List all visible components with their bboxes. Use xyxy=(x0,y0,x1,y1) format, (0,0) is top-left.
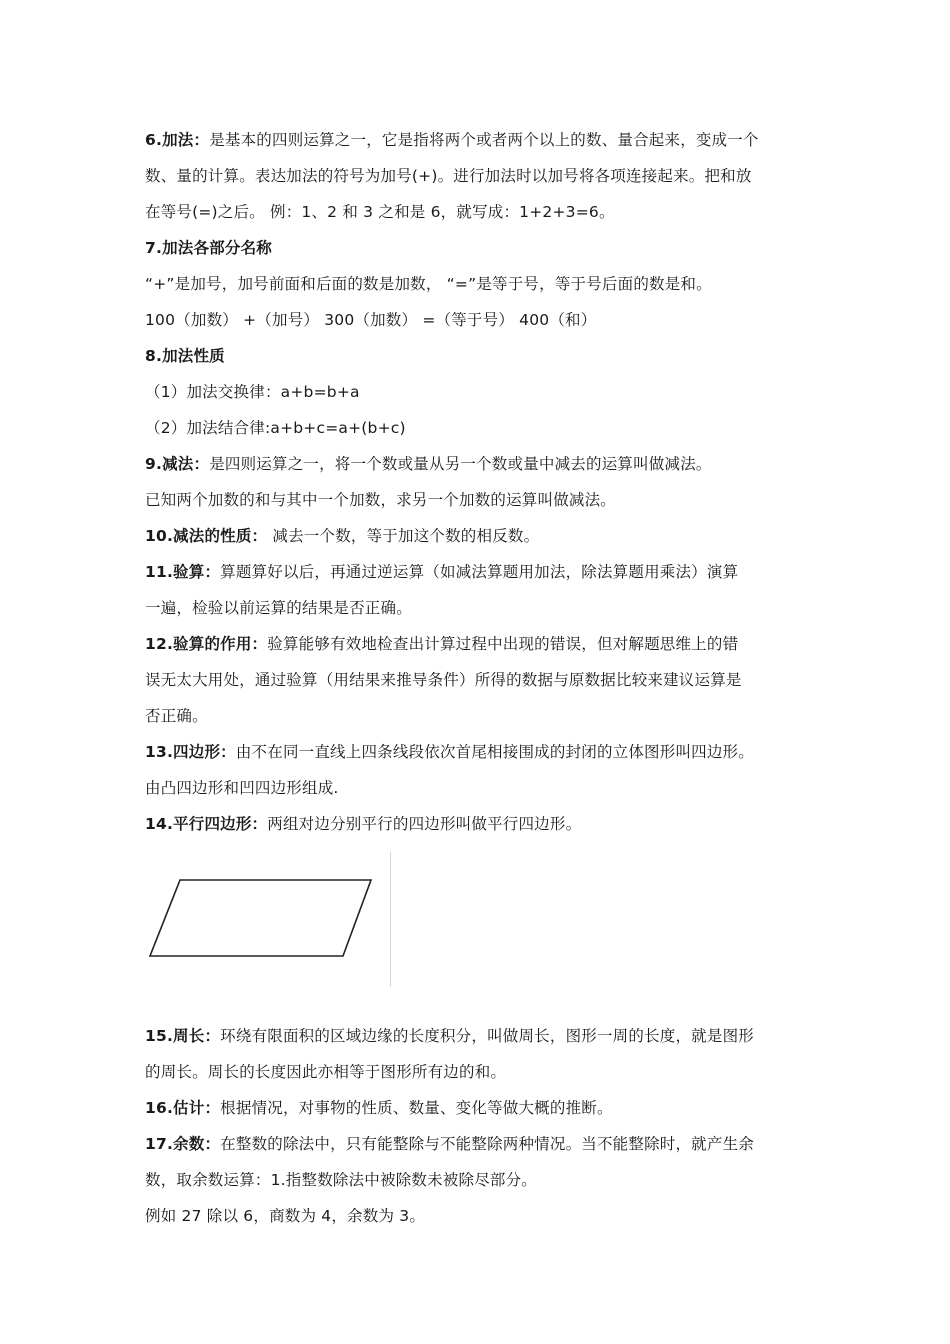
item-9-line-1 xyxy=(145,446,810,482)
item-15-line-1 xyxy=(145,1018,810,1054)
item-11-text-1: 算题算好以后，再通过逆运算（如减法算题用加法，除法算题用乘法）演算 xyxy=(220,563,739,581)
item-16-heading: 16.估计： xyxy=(145,1099,221,1117)
item-15-heading: 15.周长： xyxy=(145,1027,221,1045)
item-13-line-1 xyxy=(145,734,810,770)
item-6-line-1 xyxy=(145,122,810,158)
item-17-line-3: 例如 27 除以 6，商数为 4，余数为 3。 xyxy=(145,1207,426,1225)
item-17-text-1: 在整数的除法中，只有能整除与不能整除两种情况。当不能整除时，就产生余 xyxy=(220,1135,754,1153)
item-8-heading: 8.加法性质 xyxy=(145,347,225,365)
item-7-line-1: “+”是加号，加号前面和后面的数是加数， “=”是等于号，等于号后面的数是和。 xyxy=(145,275,712,293)
item-12-line-1 xyxy=(145,626,810,662)
item-8-line-2: （2）加法结合律:a+b+c=a+(b+c) xyxy=(145,419,406,437)
item-9-heading: 9.减法： xyxy=(145,455,210,473)
item-15-text-1: 环绕有限面积的区域边缘的长度积分，叫做周长，图形一周的长度，就是图形 xyxy=(220,1027,754,1045)
item-10-text-1: 减去一个数，等于加这个数的相反数。 xyxy=(267,527,540,545)
item-13-line-2: 由凸四边形和凹四边形组成. xyxy=(145,779,339,797)
item-8-line-1: （1）加法交换律：a+b=b+a xyxy=(145,383,360,401)
item-12-text-1: 验算能够有效地检查出计算过程中出现的错误，但对解题思维上的错 xyxy=(267,635,739,653)
document-body xyxy=(145,122,810,1234)
item-10-line-1 xyxy=(145,518,810,554)
item-13-text-1: 由不在同一直线上四条线段依次首尾相接围成的封闭的立体图形叫四边形。 xyxy=(235,743,754,761)
item-17-line-1 xyxy=(145,1126,810,1162)
item-12-line-3: 否正确。 xyxy=(145,707,208,725)
item-9-line-2: 已知两个加数的和与其中一个加数，求另一个加数的运算叫做减法。 xyxy=(145,491,617,509)
parallelogram-figure xyxy=(145,848,810,1018)
item-7-line-2: 100（加数） +（加号） 300（加数） =（等于号） 400（和） xyxy=(145,311,597,329)
item-13-heading: 13.四边形： xyxy=(145,743,236,761)
item-11-line-1 xyxy=(145,554,810,590)
parallelogram-svg xyxy=(145,868,385,968)
item-11-line-2: 一遍，检验以前运算的结果是否正确。 xyxy=(145,599,412,617)
item-14-line-1 xyxy=(145,806,810,842)
item-17-line-2: 数，取余数运算：1.指整数除法中被除数未被除尽部分。 xyxy=(145,1171,537,1189)
item-10-heading: 10.减法的性质： xyxy=(145,527,268,545)
item-6-heading: 6.加法： xyxy=(145,131,210,149)
parallelogram-shape xyxy=(150,880,371,956)
item-6-text-1: 是基本的四则运算之一，它是指将两个或者两个以上的数、量合起来，变成一个 xyxy=(209,131,759,149)
divider-line xyxy=(390,852,391,987)
item-16-text-1: 根据情况，对事物的性质、数量、变化等做大概的推断。 xyxy=(220,1099,613,1117)
item-9-text-1: 是四则运算之一，将一个数或量从另一个数或量中减去的运算叫做减法。 xyxy=(209,455,712,473)
item-16-line-1 xyxy=(145,1090,810,1126)
item-11-heading: 11.验算： xyxy=(145,563,221,581)
item-7-heading: 7.加法各部分名称 xyxy=(145,239,272,257)
item-15-line-2: 的周长。周长的长度因此亦相等于图形所有边的和。 xyxy=(145,1063,507,1081)
item-12-heading: 12.验算的作用： xyxy=(145,635,268,653)
item-6-line-2: 数、量的计算。表达加法的符号为加号(+)。进行加法时以加号将各项连接起来。把和放 xyxy=(145,167,752,185)
item-14-text-1: 两组对边分别平行的四边形叫做平行四边形。 xyxy=(267,815,582,833)
item-12-line-2: 误无太大用处，通过验算（用结果来推导条件）所得的数据与原数据比较来建议运算是 xyxy=(145,671,742,689)
item-6-line-3: 在等号(=)之后。 例：1、2 和 3 之和是 6，就写成：1+2+3=6。 xyxy=(145,203,615,221)
item-14-heading: 14.平行四边形： xyxy=(145,815,268,833)
item-17-heading: 17.余数： xyxy=(145,1135,221,1153)
